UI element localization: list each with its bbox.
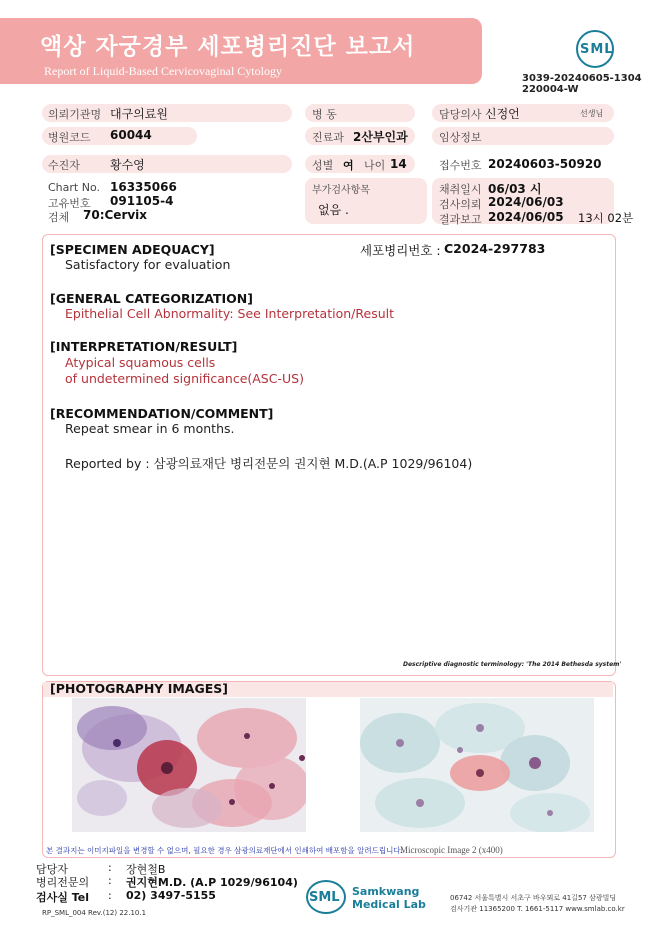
doctor-value: 신정언 (485, 107, 520, 121)
adequacy-header: [SPECIMEN ADEQUACY] (50, 242, 215, 257)
report-subtitle: Report of Liquid-Based Cervicovaginal Cytology (44, 64, 282, 78)
extra-tests-value: 없음 . (318, 203, 349, 217)
pathologist-value: 권지현M.D. (A.P 1029/96104) (126, 876, 298, 889)
recommendation-text: Repeat smear in 6 months. (65, 421, 235, 436)
interpretation-line2: of undetermined significance(ASC-US) (65, 371, 304, 386)
doctor-label: 담당의사 (439, 108, 482, 121)
cyto-no-value: C2024-297783 (444, 241, 546, 256)
lab-tel-value: 02) 3497-5155 (126, 889, 216, 902)
chart-no-label: Chart No. (48, 181, 100, 194)
brand-name-line2: Medical Lab (352, 898, 426, 911)
document-number (522, 73, 642, 95)
extra-tests-label: 부가검사항목 (312, 185, 370, 196)
clinical-label: 임상정보 (439, 131, 482, 144)
collect-value: 06/03 시 (488, 182, 542, 196)
dept-label: 진료과 (312, 131, 344, 144)
manager-label: 담당자 (36, 863, 68, 876)
hospital-code-value: 60044 (110, 128, 152, 142)
form-code: RP_SML_004 Rev.(12) 22.10.1 (42, 909, 147, 917)
reported-by: Reported by : 삼광의료재단 병리전문의 권지현 M.D.(A.P 1029/96104) (65, 456, 473, 471)
pathologist-label: 병리전문의 (36, 876, 90, 889)
interpretation-header: [INTERPRETATION/RESULT] (50, 339, 238, 354)
cyto-no-label: 세포병리번호 : (360, 243, 441, 258)
sex-label: 성별 (312, 159, 334, 172)
brand-name (352, 885, 426, 911)
general-text: Epithelial Cell Abnormality: See Interpretation/Result (65, 306, 394, 321)
patient-value: 황수영 (110, 158, 145, 172)
specimen-label: 검체 (48, 211, 70, 224)
brand-logo-text: SML (309, 890, 340, 905)
report-date-label: 결과보고 (439, 213, 482, 226)
general-header: [GENERAL CATEGORIZATION] (50, 291, 253, 306)
address-line2: 검사기관 11365200 T. 1661-5117 www.smlab.co.kr (450, 905, 625, 913)
terminology-note: Descriptive diagnostic terminology: 'The 2014 Bethesda system' (403, 661, 622, 668)
document-number-line1: 3039-20240605-1304 (522, 73, 642, 84)
hospital-code-label: 병원코드 (48, 131, 91, 144)
receipt-label: 접수번호 (439, 159, 482, 172)
adequacy-text: Satisfactory for evaluation (65, 257, 231, 272)
recommendation-header: [RECOMMENDATION/COMMENT] (50, 406, 274, 421)
unique-no-value: 091105-4 (110, 194, 174, 208)
sex-value: 여 (343, 159, 354, 172)
ward-label: 병 동 (312, 108, 337, 121)
image-2-caption: Microscopic Image 2 (x400) (400, 845, 503, 855)
lab-tel-label: 검사실 Tel (36, 891, 89, 904)
chart-no-value: 16335066 (110, 180, 177, 194)
microscopic-image-2 (360, 698, 594, 832)
doctor-suffix: 선생님 (580, 109, 604, 118)
report-time-value: 13시 02분 (578, 211, 634, 225)
report-title: 액상 자궁경부 세포병리진단 보고서 (40, 34, 416, 60)
age-value: 14 (390, 157, 407, 171)
age-label: 나이 (364, 159, 386, 172)
photo-header: [PHOTOGRAPHY IMAGES] (50, 681, 228, 696)
address-line1: 06742 서울특별시 서초구 바우뫼로 41길57 삼광빌딩 (450, 894, 617, 902)
request-value: 2024/06/03 (488, 195, 564, 209)
microscopic-image-1-graphic (72, 698, 306, 832)
lab-tel-sep: : (108, 889, 112, 902)
specimen-value: 70:Cervix (83, 208, 148, 222)
report-date-value: 2024/06/05 (488, 210, 564, 224)
dept-value: 2산부인과 (353, 130, 408, 144)
hospital-value: 대구의료원 (110, 107, 168, 121)
manager-value: 장현철B (126, 863, 166, 876)
microscopic-image-1 (72, 698, 306, 832)
request-label: 검사의뢰 (439, 198, 482, 211)
hospital-label: 의뢰기관명 (48, 108, 102, 121)
collect-label: 채취일시 (439, 183, 482, 196)
receipt-value: 20240603-50920 (488, 157, 602, 171)
microscopic-image-2-graphic (360, 698, 594, 832)
patient-label: 수진자 (48, 159, 80, 172)
brand-name-line1: Samkwang (352, 885, 420, 898)
unique-no-label: 고유번호 (48, 197, 91, 210)
manager-sep: : (108, 861, 112, 874)
sml-logo-text: SML (580, 42, 614, 57)
notice-text: 본 결과지는 이미지파일을 변경할 수 없으며, 필요한 경우 삼광의료재단에서 인쇄하여 배포함을 알려드립니다. (46, 846, 404, 855)
pathologist-sep: : (108, 874, 112, 887)
document-number-line2: 220004-W (522, 84, 579, 95)
interpretation-line1: Atypical squamous cells (65, 355, 216, 370)
